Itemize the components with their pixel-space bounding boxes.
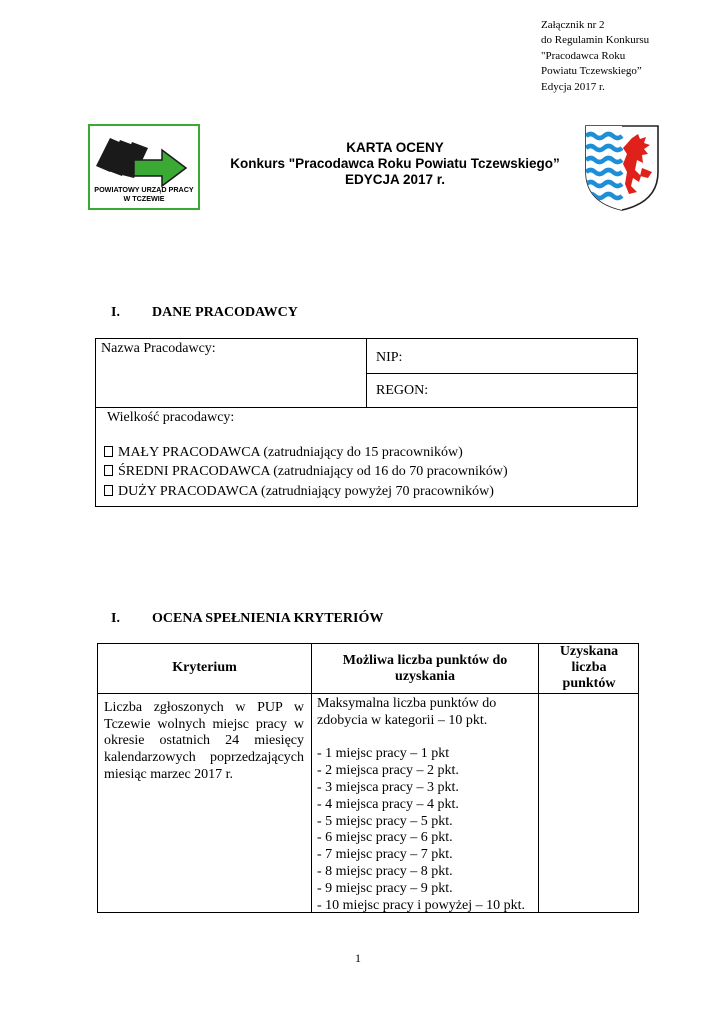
max-points-line: Maksymalna liczba punktów do	[317, 696, 497, 711]
scale-item: - 1 miejsc pracy – 1 pkt	[317, 746, 450, 762]
section-number: I.	[111, 611, 120, 626]
employer-size-label: Wielkość pracodawcy:	[107, 410, 235, 425]
header-line: Możliwa liczba punktów do	[342, 653, 508, 668]
header-line: uzyskania	[395, 669, 455, 684]
criterion-column-header: Kryterium	[172, 660, 237, 675]
scale-item: - 5 miejsc pracy – 5 pkt.	[317, 813, 453, 829]
checkbox-icon[interactable]	[104, 446, 113, 457]
scale-item: - 2 miejsca pracy – 2 pkt.	[317, 763, 459, 779]
pup-logo-text-line2: W TCZEWIE	[123, 194, 165, 203]
points-column-header	[312, 653, 538, 685]
document-subtitle: Konkurs "Pracodawca Roku Powiatu Tczewskiego”	[230, 156, 560, 171]
scale-item: - 3 miejsca pracy – 3 pkt.	[317, 779, 459, 795]
annex-note	[541, 18, 649, 95]
document-header	[205, 140, 585, 188]
scale-item: - 7 miejsc pracy – 7 pkt.	[317, 847, 453, 863]
header-line: Uzyskana	[559, 644, 619, 659]
section-number: I.	[111, 305, 120, 320]
max-points-line: zdobycia w kategorii – 10 pkt.	[317, 712, 488, 728]
annex-line: "Pracodawca Roku	[541, 49, 626, 62]
annex-line: do Regulamin Konkursu	[541, 34, 650, 47]
section-employer-heading	[111, 305, 298, 321]
criterion-description: Liczba zgłoszonych w PUP w Tczewie wolnych miejsc pracy w okresie ostatnich 24 miesięcy kalendarzowych poprzedzających miesiąc marzec 2017 r.	[104, 700, 304, 782]
checkbox-icon[interactable]	[104, 485, 113, 496]
obtained-points-cell[interactable]	[539, 694, 638, 912]
regon-label: REGON:	[376, 383, 429, 398]
checkbox-icon[interactable]	[104, 465, 113, 476]
annex-line: Powiatu Tczewskiego”	[541, 65, 642, 78]
size-option-label: DUŻY PRACODAWCA (zatrudniający powyżej 70 pracowników)	[118, 484, 494, 499]
scale-item: - 6 miejsc pracy – 6 pkt.	[317, 830, 453, 846]
table-divider	[366, 373, 638, 374]
table-divider	[96, 407, 637, 408]
annex-line: Edycja 2017 r.	[541, 80, 605, 93]
employer-data-table	[95, 338, 638, 507]
header-line: punktów	[562, 676, 616, 691]
criteria-table	[97, 643, 639, 913]
section-criteria-heading	[111, 611, 383, 627]
size-option-label: ŚREDNI PRACODAWCA (zatrudniający od 16 do 70 pracowników)	[118, 464, 508, 479]
scale-item: - 10 miejsc pracy i powyżej – 10 pkt.	[317, 897, 526, 913]
section-title: DANE PRACODAWCY	[152, 305, 298, 320]
county-crest-icon	[582, 124, 662, 212]
obtained-column-header	[539, 644, 639, 692]
size-option-medium[interactable]	[104, 464, 508, 480]
points-description	[317, 696, 539, 914]
scale-item: - 4 miejsca pracy – 4 pkt.	[317, 796, 459, 812]
employer-name-label: Nazwa Pracodawcy:	[101, 341, 216, 356]
header-line: liczba	[571, 660, 607, 675]
document-title: KARTA OCENY	[346, 140, 444, 155]
pup-logo-text-line1: POWIATOWY URZĄD PRACY	[94, 185, 194, 194]
size-option-small[interactable]	[104, 445, 463, 461]
scale-item: - 8 miejsc pracy – 8 pkt.	[317, 863, 453, 879]
pup-logo	[88, 124, 200, 210]
size-option-large[interactable]	[104, 484, 494, 500]
section-title: OCENA SPEŁNIENIA KRYTERIÓW	[152, 611, 384, 626]
annex-line: Załącznik nr 2	[541, 19, 605, 31]
size-option-label: MAŁY PRACODAWCA (zatrudniający do 15 pracowników)	[118, 445, 463, 460]
document-edition: EDYCJA 2017 r.	[344, 172, 446, 187]
scale-item: - 9 miejsc pracy – 9 pkt.	[317, 880, 453, 896]
page-number: 1	[355, 951, 361, 965]
nip-label: NIP:	[376, 350, 403, 365]
